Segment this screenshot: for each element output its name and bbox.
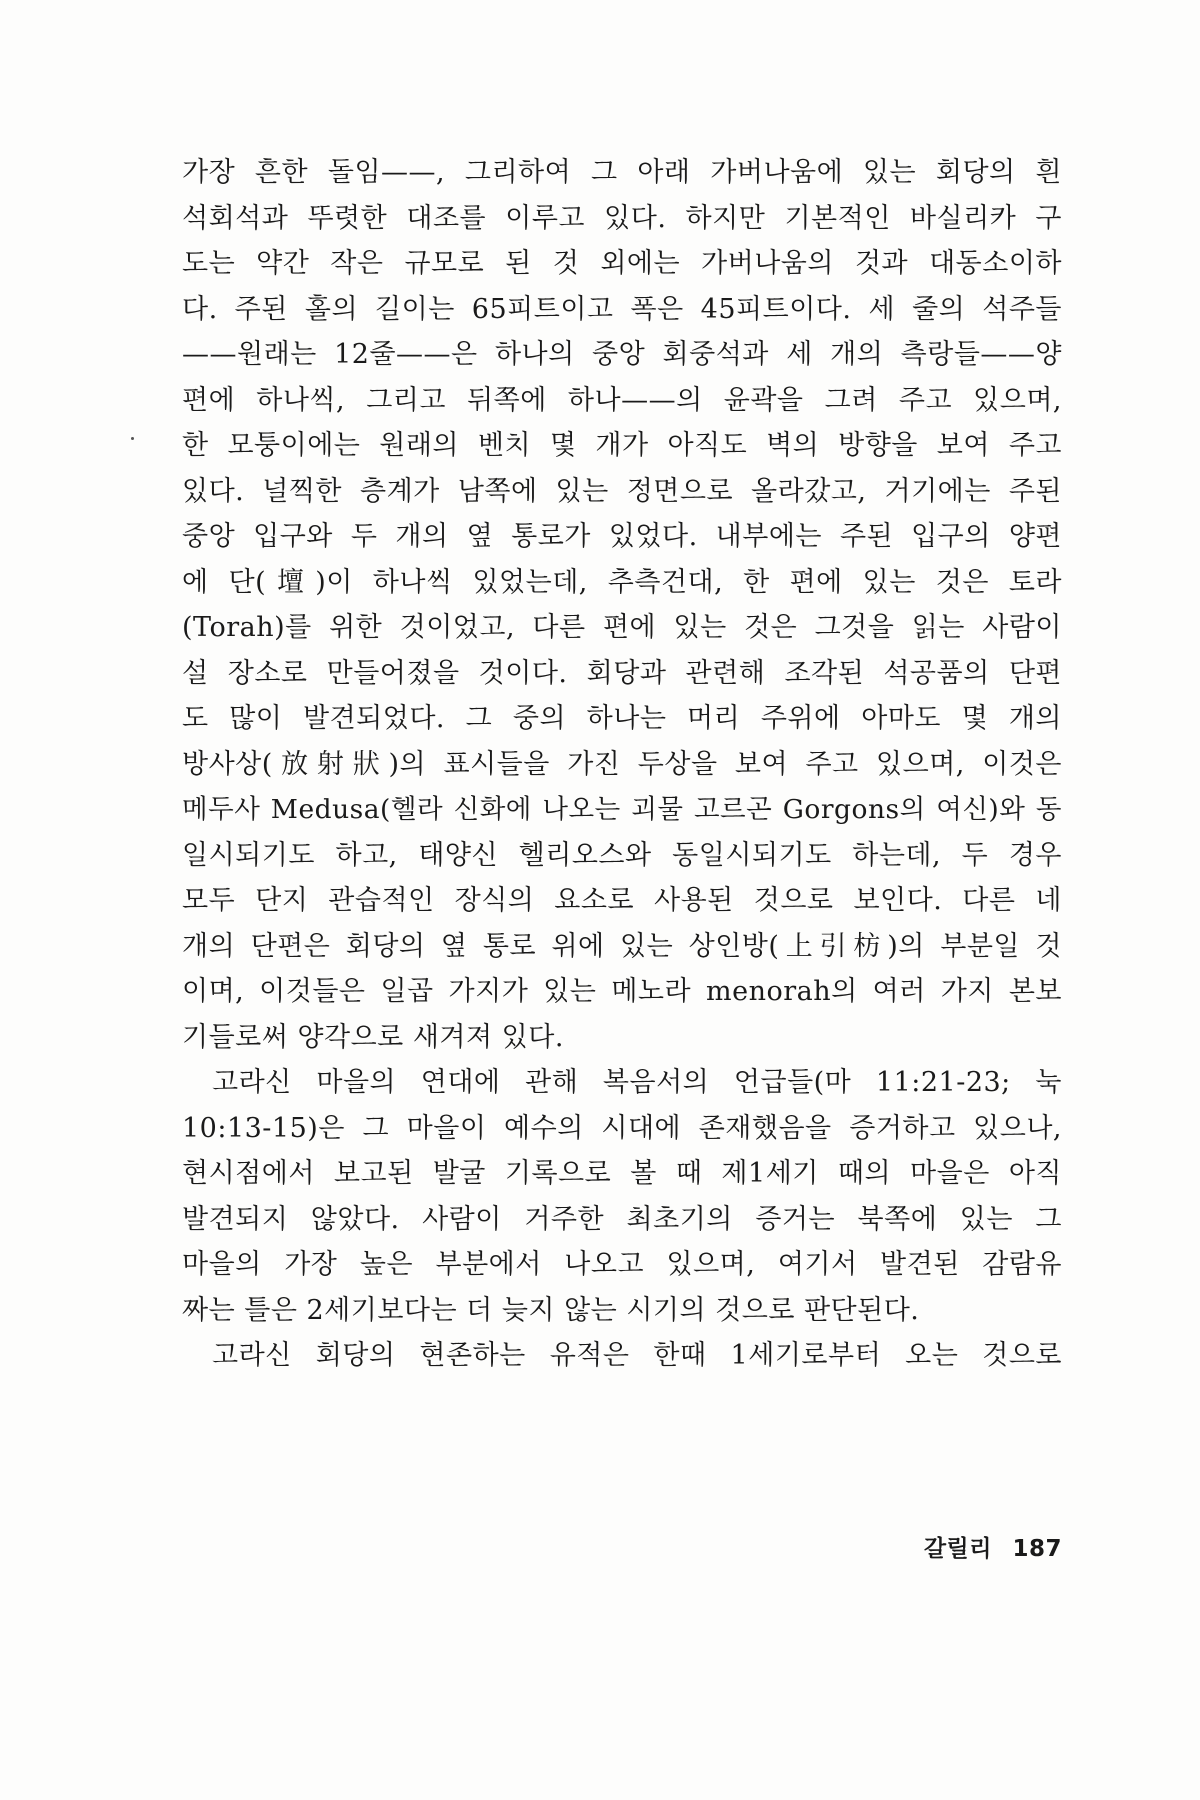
text-line: 고라신 회당의 현존하는 유적은 한때 1세기로부터 오는 것으로 [212, 1340, 1062, 1371]
text-line: 가장 흔한 돌임——, 그리하여 그 아래 가버나움에 있는 회당의 흰 [182, 157, 1062, 188]
text-line: 10:13-15)은 그 마을이 예수의 시대에 존재했음을 증거하고 있으나, [182, 1112, 1062, 1144]
text-line: 일시되기도 하고, 태양신 헬리오스와 동일시되기도 하는데, 두 경우 [182, 839, 1062, 871]
page-number: 187 [1012, 1536, 1062, 1562]
text-line: (Torah)를 위한 것이었고, 다른 편에 있는 것은 그것을 읽는 사람이 [182, 612, 1062, 643]
text-line: 개의 단편은 회당의 옆 통로 위에 있는 상인방(上引枋)의 부분일 것 [182, 930, 1062, 962]
text-line: 도는 약간 작은 규모로 된 것 외에는 가버나움의 것과 대동소이하 [182, 248, 1062, 279]
text-line: 도 많이 발견되었다. 그 중의 하나는 머리 주위에 아마도 몇 개의 [182, 703, 1062, 734]
text-line: 메두사 Medusa(헬라 신화에 나오는 괴물 고르곤 Gorgons의 여신)와 동 [182, 794, 1062, 825]
text-line: 기들로써 양각으로 새겨져 있다. [182, 1021, 564, 1053]
text-line: 설 장소로 만들어졌을 것이다. 회당과 관련해 조각된 석공품의 단편 [182, 657, 1062, 689]
text-line: 발견되지 않았다. 사람이 거주한 최초기의 증거는 북쪽에 있는 그 [182, 1203, 1062, 1235]
page-footer [880, 1530, 1062, 1563]
text-line: 다. 주된 홀의 길이는 65피트이고 폭은 45피트이다. 세 줄의 석주들 [182, 293, 1062, 325]
text-line: 중앙 입구와 두 개의 옆 통로가 있었다. 내부에는 주된 입구의 양편 [182, 521, 1062, 552]
text-line: 편에 하나씩, 그리고 뒤쪽에 하나——의 윤곽을 그려 주고 있으며, [182, 384, 1062, 416]
text-line: 에 단(壇)이 하나씩 있었는데, 추측건대, 한 편에 있는 것은 토라 [182, 566, 1062, 598]
text-line: ——원래는 12줄——은 하나의 중앙 회중석과 세 개의 측랑들——양 [182, 339, 1062, 370]
text-line: 한 모퉁이에는 원래의 벤치 몇 개가 아직도 벽의 방향을 보여 주고 [182, 430, 1062, 461]
text-line: 석회석과 뚜렷한 대조를 이루고 있다. 하지만 기본적인 바실리카 구 [182, 202, 1062, 234]
body-text [182, 150, 1062, 1379]
text-line: 현시점에서 보고된 발굴 기록으로 볼 때 제1세기 때의 마을은 아직 [182, 1158, 1062, 1189]
text-line: 마을의 가장 높은 부분에서 나오고 있으며, 여기서 발견된 감람유 [182, 1249, 1062, 1280]
text-line: 고라신 마을의 연대에 관해 복음서의 언급들(마 11:21-23; 눅 [212, 1067, 1062, 1098]
text-line: 짜는 틀은 2세기보다는 더 늦지 않는 시기의 것으로 판단된다. [182, 1294, 920, 1326]
text-line: 모두 단지 관습적인 장식의 요소로 사용된 것으로 보인다. 다른 네 [182, 885, 1062, 916]
margin-speck [131, 437, 134, 440]
text-line: 있다. 널찍한 층계가 남쪽에 있는 정면으로 올라갔고, 거기에는 주된 [182, 475, 1062, 507]
text-line: 이며, 이것들은 일곱 가지가 있는 메노라 menorah의 여러 가지 본보 [182, 976, 1062, 1007]
running-head: 갈릴리 [923, 1536, 992, 1562]
text-line: 방사상(放射狀)의 표시들을 가진 두상을 보여 주고 있으며, 이것은 [182, 748, 1062, 780]
